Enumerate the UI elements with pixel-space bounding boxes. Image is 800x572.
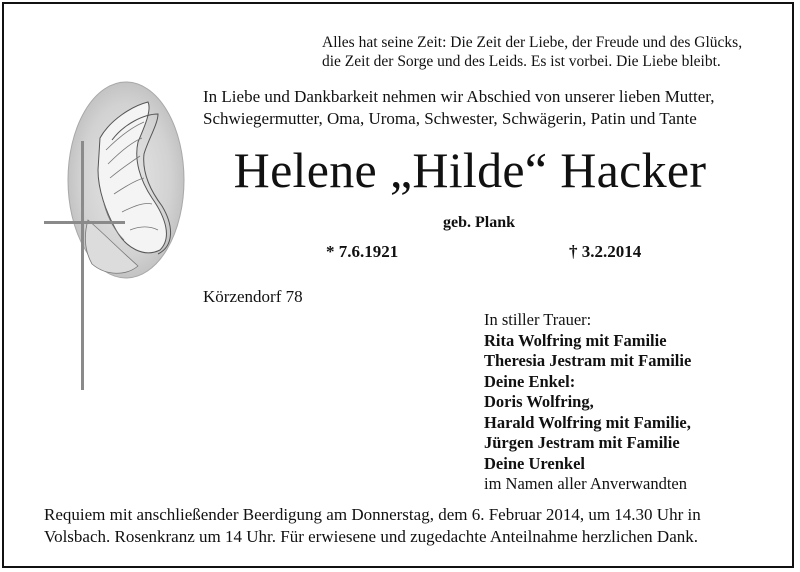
mourner-line: Deine Urenkel xyxy=(484,453,585,473)
praying-hands-with-cross-icon xyxy=(40,80,190,392)
birth-date: * 7.6.1921 xyxy=(326,242,399,261)
death-date: † 3.2.2014 xyxy=(569,242,642,261)
mourner-line: Theresia Jestram mit Familie xyxy=(484,351,692,370)
deceased-name: Helene „Hilde“ Hacker xyxy=(233,142,707,198)
footer-line: Volsbach. Rosenkranz um 14 Uhr. Für erwiesene und zugedachte Anteilnahme herzlichen Dank. xyxy=(44,527,698,546)
mourners-intro: In stiller Trauer: xyxy=(484,310,592,329)
motto-quote xyxy=(322,33,742,71)
maiden-name: geb. Plank xyxy=(443,214,516,231)
funeral-details xyxy=(44,504,701,548)
intro-line: Schwiegermutter, Oma, Uroma, Schwester, Schwägerin, Patin und Tante xyxy=(203,109,697,128)
mourner-line: Deine Enkel: xyxy=(484,371,576,391)
motto-line: Alles hat seine Zeit: Die Zeit der Liebe, der Freude und des Glücks, xyxy=(322,34,743,51)
address: Körzendorf 78 xyxy=(203,287,303,306)
motto-line: die Zeit der Sorge und des Leids. Es ist vorbei. Die Liebe bleibt. xyxy=(322,53,721,70)
footer-line: Requiem mit anschließender Beerdigung am Donnerstag, dem 6. Februar 2014, um 14.30 Uhr in xyxy=(44,505,701,524)
mourner-line: Jürgen Jestram mit Familie xyxy=(484,433,680,452)
mourner-line: Rita Wolfring mit Familie xyxy=(484,330,667,350)
mourners-closing: im Namen aller Anverwandten xyxy=(484,474,687,493)
mourner-line: Doris Wolfring, xyxy=(484,392,594,411)
mourners-list xyxy=(484,310,691,495)
mourner-line: Harald Wolfring mit Familie, xyxy=(484,412,691,432)
farewell-intro xyxy=(203,86,715,130)
intro-line: In Liebe und Dankbarkeit nehmen wir Abschied von unserer lieben Mutter, xyxy=(203,87,715,106)
